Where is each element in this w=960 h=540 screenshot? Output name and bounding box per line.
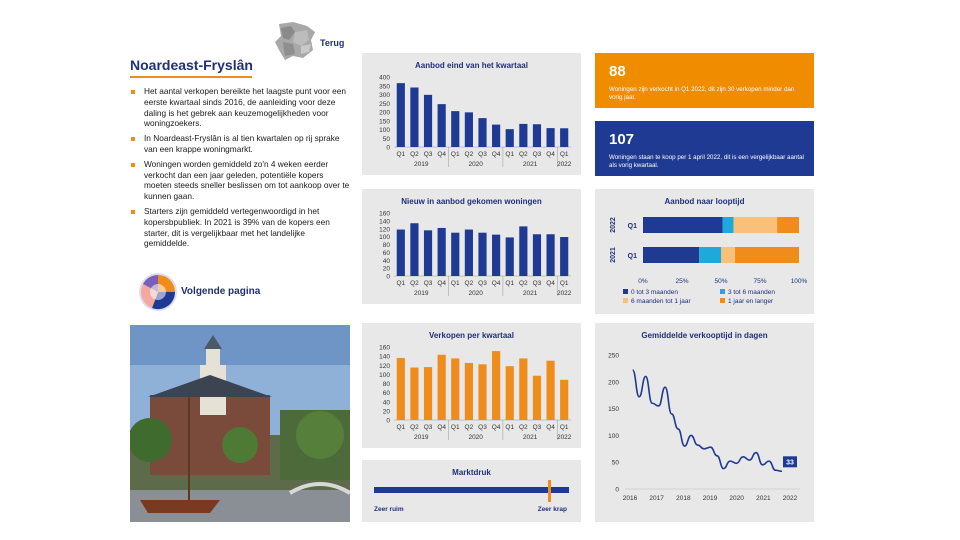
x-tick-label: Q1 (505, 151, 515, 158)
bar (478, 233, 486, 276)
row-label: Q1 (627, 253, 637, 260)
x-tick-label: 0% (638, 278, 648, 285)
y-tick-label: 140 (379, 218, 390, 226)
page-title: Noardeast-Fryslân (130, 57, 253, 73)
bar (424, 230, 432, 276)
stacked-bar-segment (699, 247, 721, 263)
x-tick-label: 2017 (649, 495, 664, 502)
y-tick-label: 40 (382, 257, 390, 265)
bar (465, 363, 473, 420)
x-group-label: 2020 (468, 290, 483, 297)
x-tick-label: Q3 (478, 151, 487, 158)
x-group-label: 2021 (522, 161, 538, 168)
x-group-label: 2020 (468, 161, 483, 168)
y-tick-label: 20 (382, 408, 390, 416)
y-tick-label: 60 (382, 390, 390, 398)
x-group-label: 2019 (413, 434, 429, 441)
bar (438, 228, 446, 276)
chart-panel-aanbod (362, 53, 581, 175)
y-tick-label: 50 (611, 459, 619, 467)
kpi-text: Woningen staan te koop per 1 april 2022, dit is een vergelijkbaar aantal als vorig kwartaal. (609, 154, 804, 169)
x-tick-label: 100% (790, 278, 808, 285)
marktdruk-right-label: Zeer krap (537, 506, 567, 513)
x-tick-label: Q4 (546, 280, 555, 287)
x-tick-label: 2022 (782, 495, 798, 502)
x-tick-label: Q4 (437, 280, 446, 287)
kpi-value: 88 (609, 63, 626, 80)
legend-swatch (623, 298, 628, 303)
x-tick-label: 2020 (729, 495, 744, 502)
x-tick-label: Q1 (450, 424, 460, 431)
x-tick-label: Q2 (519, 151, 528, 158)
x-tick-label: Q2 (519, 280, 528, 287)
donut-chart-icon[interactable] (138, 272, 178, 312)
y-tick-label: 250 (608, 352, 619, 360)
y-tick-label: 200 (608, 379, 619, 387)
chart-panel-verkopen (362, 323, 581, 448)
bar (478, 364, 486, 420)
x-tick-label: Q4 (491, 151, 501, 158)
next-page-link[interactable]: Volgende pagina (181, 286, 261, 297)
stacked-bar-segment (723, 217, 734, 233)
kpi-text: Woningen zijn verkocht in Q1 2022, dit zijn 30 verkopen minder dan vorig jaar. (609, 86, 795, 101)
x-tick-label: Q1 (505, 280, 515, 287)
bar (519, 226, 527, 276)
bar (533, 234, 541, 276)
marktdruk-marker (548, 480, 551, 502)
x-group-label: 2019 (413, 161, 429, 168)
stacked-bar-segment (777, 217, 799, 233)
y-tick-label: 20 (382, 265, 390, 273)
x-group-label: 2020 (468, 434, 483, 441)
x-tick-label: Q3 (478, 424, 487, 431)
stacked-bar-segment (721, 247, 735, 263)
bar (424, 95, 432, 147)
bar (492, 125, 500, 147)
group-label: 2021 (610, 247, 617, 263)
x-tick-label: Q1 (450, 151, 460, 158)
y-tick-label: 300 (379, 92, 390, 99)
stacked-bar-segment (733, 217, 777, 233)
x-tick-label: Q3 (423, 424, 433, 431)
y-tick-label: 140 (379, 353, 390, 361)
legend-label: 3 tot 6 maanden (728, 289, 775, 296)
x-tick-label: 50% (714, 278, 728, 285)
bar (546, 361, 554, 420)
marktdruk-panel (362, 460, 581, 522)
bar (410, 88, 418, 148)
chart-panel-looptijd (595, 189, 814, 314)
legend-swatch (720, 289, 725, 294)
bar (506, 366, 514, 420)
end-label: 33 (786, 459, 794, 467)
x-tick-label: Q2 (410, 424, 419, 431)
bar (438, 355, 446, 420)
x-tick-label: Q3 (423, 151, 433, 158)
x-tick-label: Q1 (559, 151, 569, 158)
y-tick-label: 400 (379, 74, 390, 82)
bar (560, 380, 568, 420)
y-tick-label: 150 (379, 118, 390, 126)
aanbod-bar-chart (362, 53, 581, 175)
y-tick-label: 50 (382, 135, 390, 143)
bar (397, 358, 405, 420)
chart-panel-nieuw (362, 189, 581, 304)
y-tick-label: 80 (382, 381, 390, 388)
title-underline (130, 76, 252, 78)
x-tick-label: Q3 (532, 424, 542, 431)
marktdruk-bar (374, 487, 569, 493)
chart-title: Verkopen per kwartaal (429, 331, 514, 340)
chart-title: Nieuw in aanbod gekomen woningen (401, 197, 542, 206)
bar (451, 111, 459, 147)
x-tick-label: Q4 (546, 424, 555, 431)
bar (506, 237, 514, 276)
bar (478, 118, 486, 147)
bar (451, 358, 459, 420)
y-tick-label: 0 (386, 417, 390, 425)
y-tick-label: 0 (386, 273, 390, 281)
x-group-label: 2019 (413, 290, 429, 297)
y-tick-label: 100 (379, 234, 390, 242)
legend-label: 1 jaar en langer (728, 298, 774, 305)
bar (519, 124, 527, 147)
y-tick-label: 160 (379, 210, 390, 218)
bar (533, 376, 541, 420)
x-tick-label: 2016 (622, 495, 638, 502)
bar (438, 104, 446, 147)
x-tick-label: Q2 (410, 280, 419, 287)
x-tick-label: Q4 (437, 151, 446, 158)
nieuw-bar-chart (362, 189, 581, 304)
kpi-for-sale (595, 121, 814, 176)
x-tick-label: Q3 (423, 280, 433, 287)
x-tick-label: Q1 (505, 424, 515, 431)
x-tick-label: 2021 (756, 495, 771, 502)
bar (397, 83, 405, 147)
town-photo (130, 325, 350, 522)
y-tick-label: 40 (382, 399, 390, 407)
bar (506, 129, 514, 147)
x-tick-label: Q1 (396, 424, 406, 431)
chart-title: Aanbod naar looptijd (664, 197, 745, 206)
series-line (633, 370, 782, 471)
marktdruk-title: Marktdruk (452, 468, 491, 477)
y-tick-label: 0 (386, 144, 390, 152)
bar (465, 230, 473, 276)
x-group-label: 2022 (556, 290, 572, 297)
bullet-item: Starters zijn gemiddeld vertegenwoordigd in het kopersbpubliek. In 2021 is 39% van de kopers een starter, dit is vergelijkbaar met het landelijke gemiddelde. (130, 206, 352, 249)
region-map-icon (273, 20, 317, 62)
bullet-list (130, 86, 352, 253)
bar (546, 234, 554, 276)
bullet-item: Het aantal verkopen bereikte het laagste punt voor een eerste kwartaal sinds 2016, de aanleiding voor deze daling is het gebrek aan keuzemogelijkheden voor woningzoekers. (130, 86, 352, 129)
bar (560, 128, 568, 147)
verkooptijd-line-chart (595, 323, 814, 522)
y-tick-label: 100 (379, 127, 390, 134)
y-tick-label: 150 (608, 406, 619, 414)
x-group-label: 2021 (522, 434, 538, 441)
x-group-label: 2022 (556, 161, 572, 168)
kpi-value: 107 (609, 131, 635, 148)
legend-label: 0 tot 3 maanden (631, 289, 678, 296)
bullet-item: In Noardeast-Fryslân is al tien kwartalen op rij sprake van een krappe woningmarkt. (130, 133, 352, 155)
x-tick-label: Q4 (546, 151, 555, 158)
bar (410, 223, 418, 276)
bar (410, 368, 418, 420)
x-tick-label: Q1 (396, 280, 406, 287)
chart-panel-verkooptijd (595, 323, 814, 522)
bar (546, 128, 554, 147)
y-tick-label: 100 (608, 432, 619, 440)
x-tick-label: Q1 (559, 280, 569, 287)
stacked-bar-segment (643, 217, 723, 233)
x-tick-label: Q1 (559, 424, 569, 431)
x-tick-label: Q4 (491, 424, 501, 431)
chart-title: Aanbod eind van het kwartaal (415, 61, 528, 70)
y-tick-label: 250 (379, 100, 390, 108)
y-tick-label: 350 (379, 83, 390, 91)
bar (533, 124, 541, 147)
y-tick-label: 60 (382, 249, 390, 257)
stacked-bar-segment (643, 247, 699, 263)
y-tick-label: 160 (379, 344, 390, 352)
x-tick-label: 2018 (676, 495, 691, 502)
x-tick-label: Q1 (396, 151, 406, 158)
verkopen-bar-chart (362, 323, 581, 448)
x-tick-label: Q4 (437, 424, 446, 431)
bar (519, 358, 527, 420)
x-tick-label: Q4 (491, 280, 501, 287)
bar (560, 237, 568, 276)
y-tick-label: 120 (379, 226, 390, 234)
legend-swatch (720, 298, 725, 303)
bar (492, 235, 500, 276)
bar (424, 367, 432, 420)
y-tick-label: 0 (615, 486, 619, 494)
group-label: 2022 (610, 217, 617, 233)
kpi-sold (595, 53, 814, 108)
y-tick-label: 120 (379, 362, 390, 370)
x-tick-label: Q2 (464, 151, 474, 158)
chart-title: Gemiddelde verkooptijd in dagen (641, 331, 768, 340)
bullet-item: Woningen worden gemiddeld zo'n 4 weken eerder verkocht dan een jaar geleden, potentiële kopers moeten steeds sneller beslissen om tot aankoop over te kunnen gaan. (130, 159, 352, 202)
x-group-label: 2022 (556, 434, 572, 441)
bar (451, 233, 459, 276)
looptijd-stacked-chart (595, 189, 814, 314)
back-link[interactable]: Terug (320, 38, 345, 48)
y-tick-label: 200 (379, 109, 390, 117)
x-tick-label: Q1 (450, 280, 460, 287)
x-tick-label: Q3 (532, 280, 542, 287)
x-tick-label: Q2 (410, 151, 419, 158)
row-label: Q1 (627, 223, 637, 230)
legend-label: 6 maanden tot 1 jaar (631, 298, 691, 305)
y-tick-label: 80 (382, 242, 390, 249)
x-tick-label: Q3 (478, 280, 487, 287)
x-tick-label: 2019 (702, 495, 718, 502)
x-tick-label: Q2 (519, 424, 528, 431)
x-tick-label: 25% (675, 278, 689, 285)
bar (465, 112, 473, 147)
marktdruk-left-label: Zeer ruim (374, 506, 404, 513)
bar (397, 230, 405, 276)
stacked-bar-segment (735, 247, 799, 263)
y-tick-label: 100 (379, 371, 390, 379)
x-tick-label: Q3 (532, 151, 542, 158)
x-group-label: 2021 (522, 290, 538, 297)
legend-swatch (623, 289, 628, 294)
x-tick-label: Q2 (464, 424, 474, 431)
bar (492, 351, 500, 420)
x-tick-label: Q2 (464, 280, 474, 287)
x-tick-label: 75% (753, 278, 767, 285)
